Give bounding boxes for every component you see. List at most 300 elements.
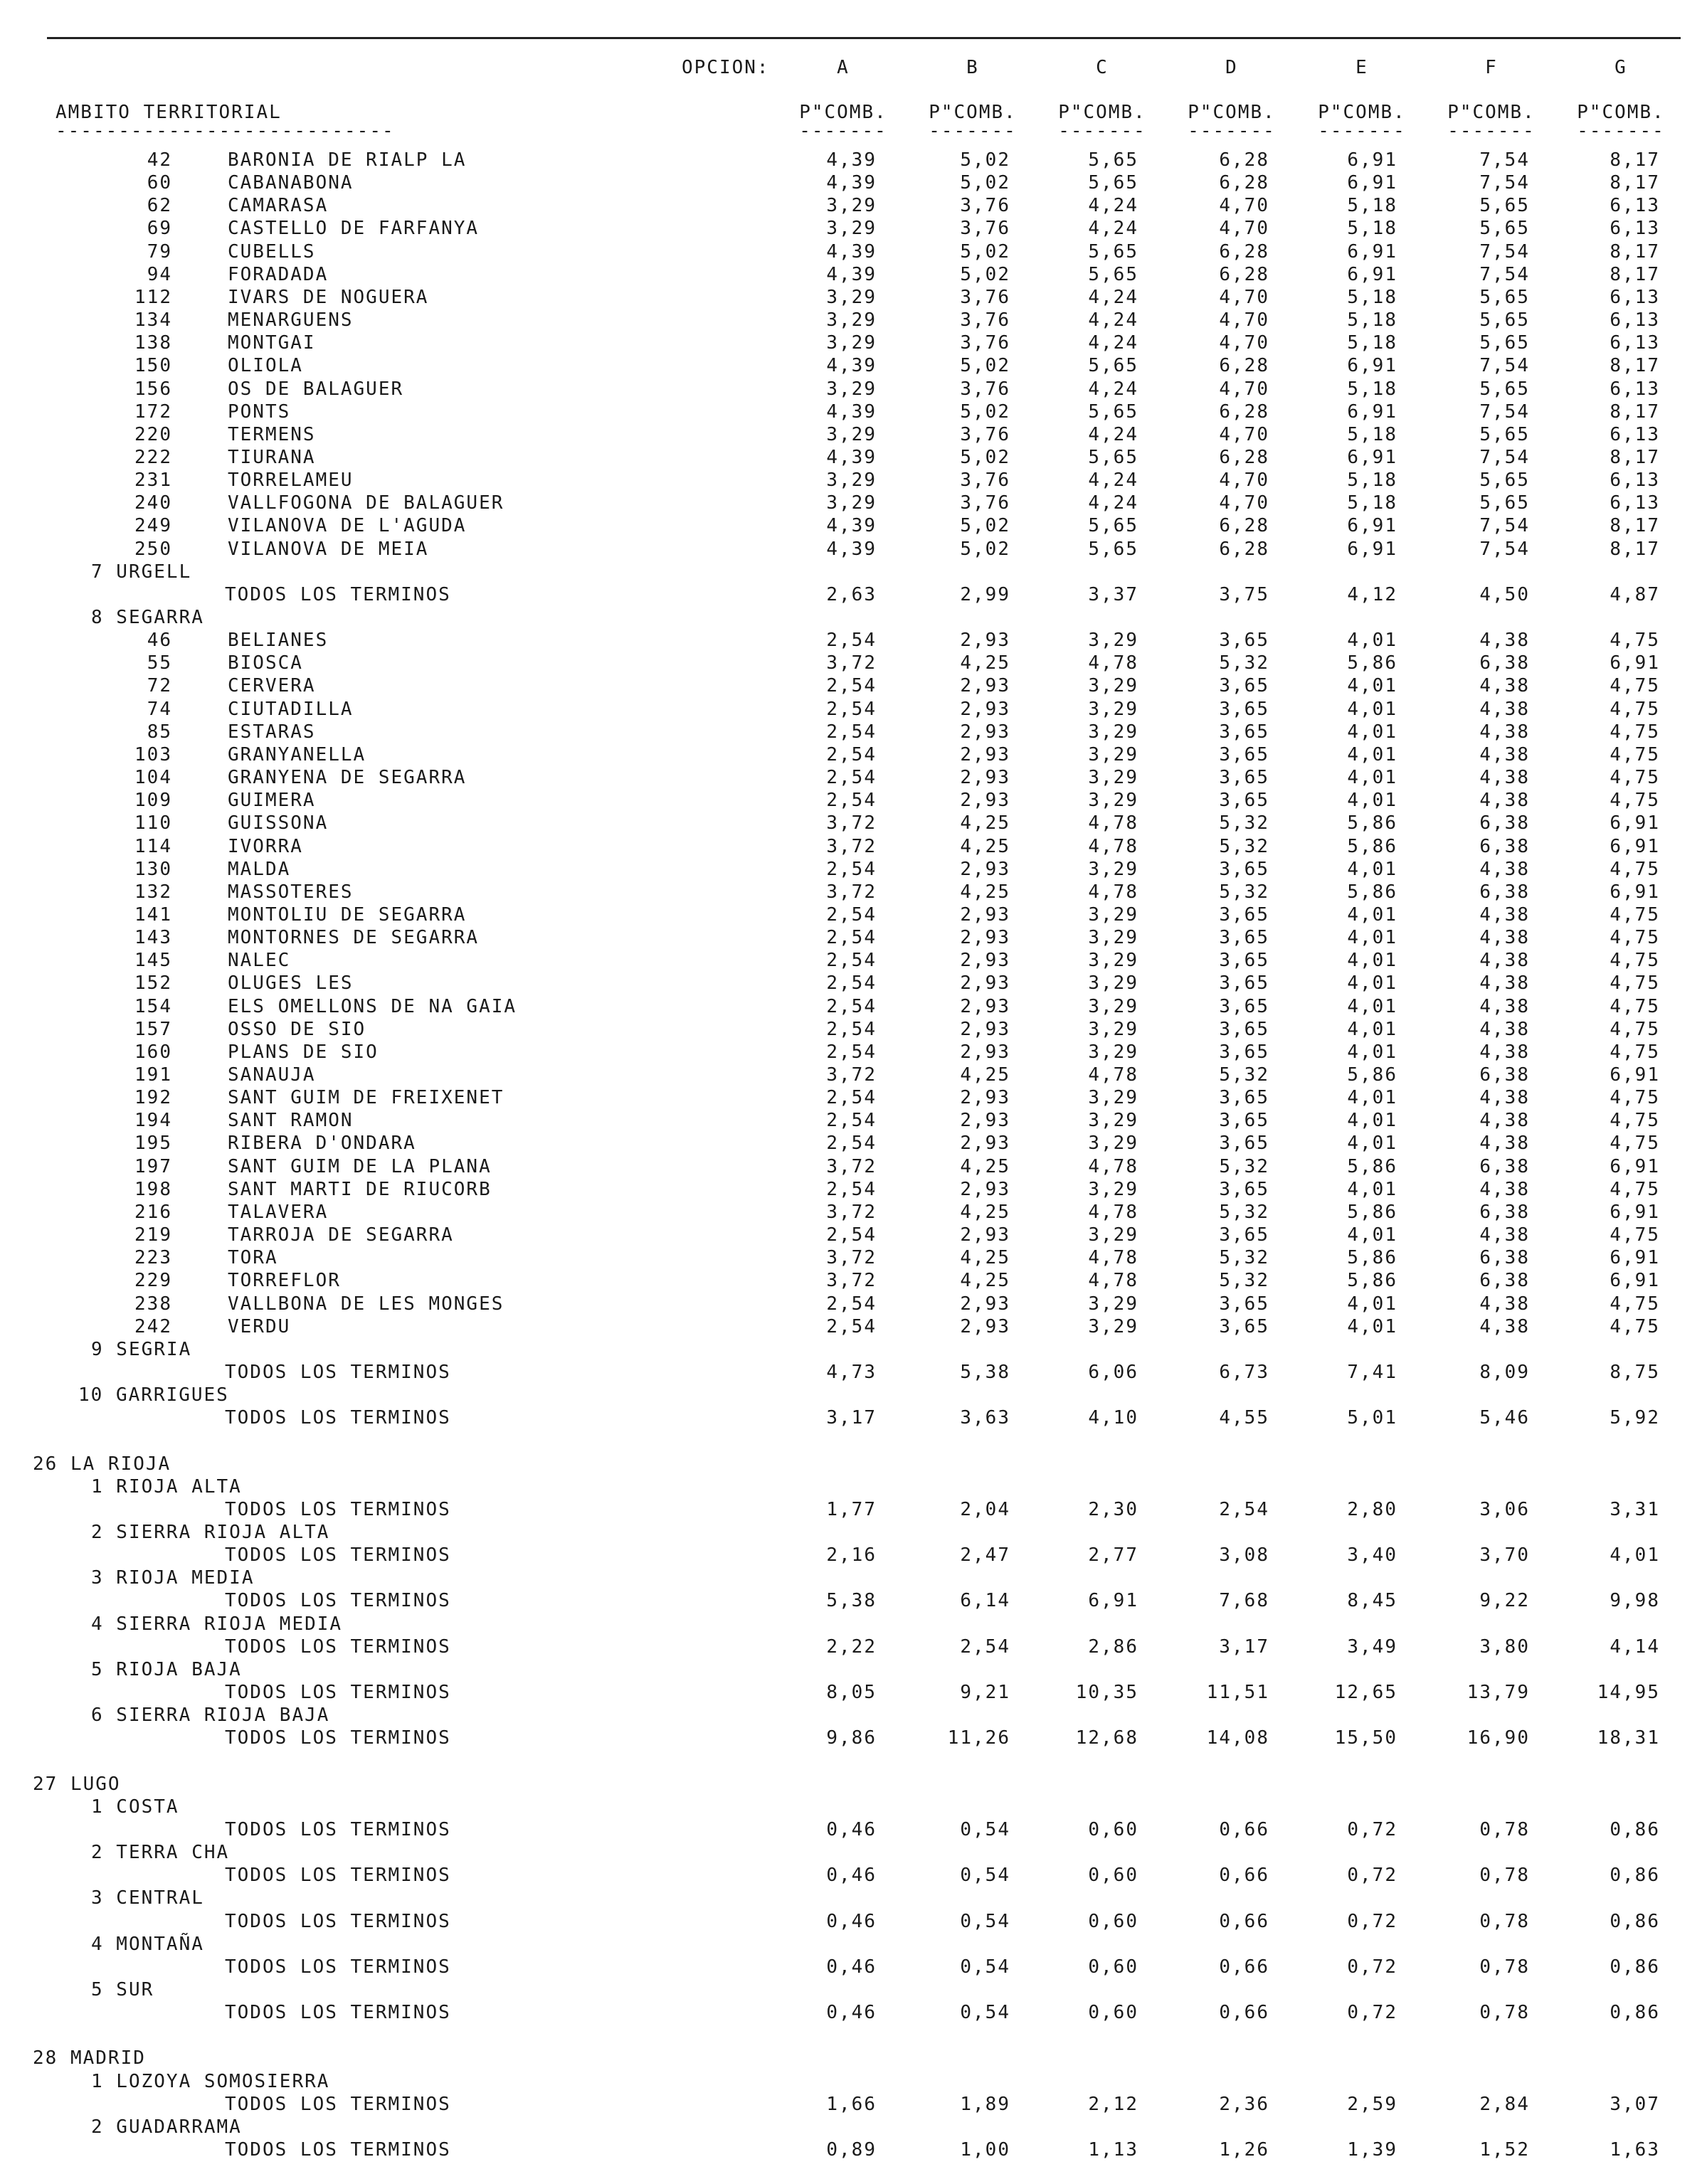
- value-option-f: 6,38: [1479, 1247, 1530, 1268]
- value-option-d: 3,65: [1219, 1179, 1269, 1200]
- value-option-b: 3,76: [960, 492, 1010, 514]
- value-option-e: 5,86: [1347, 1270, 1397, 1291]
- value-option-d: 1,26: [1219, 2139, 1269, 2161]
- value-option-b: 2,93: [960, 950, 1010, 971]
- value-option-c: 3,29: [1088, 859, 1138, 880]
- table-row: [0, 628, 1702, 652]
- municipality-code: 110: [134, 812, 172, 834]
- value-option-d: 4,70: [1219, 309, 1269, 331]
- table-row: [0, 285, 1702, 309]
- value-option-e: 2,59: [1347, 2094, 1397, 2115]
- value-option-e: 4,01: [1347, 721, 1397, 743]
- value-option-f: 4,38: [1479, 1041, 1530, 1063]
- value-option-c: 5,65: [1088, 264, 1138, 285]
- value-option-a: 2,54: [826, 996, 877, 1017]
- municipality-code: 62: [147, 195, 172, 216]
- value-option-g: 0,86: [1610, 1911, 1660, 1932]
- value-option-f: 0,78: [1479, 1956, 1530, 1978]
- value-option-g: 6,13: [1610, 195, 1660, 216]
- table-row: [0, 971, 1702, 995]
- value-option-e: 2,80: [1347, 1499, 1397, 1520]
- value-option-b: 2,93: [960, 1110, 1010, 1131]
- value-option-d: 3,65: [1219, 1087, 1269, 1108]
- value-option-a: 2,54: [826, 904, 877, 926]
- region-name: 10 GARRIGUES: [78, 1384, 229, 1406]
- value-option-e: 4,01: [1347, 675, 1397, 696]
- value-option-b: 2,93: [960, 1293, 1010, 1315]
- value-option-g: 6,91: [1610, 1156, 1660, 1177]
- column-label-f: P"COMB.: [1447, 102, 1536, 123]
- value-option-b: 5,02: [960, 355, 1010, 376]
- value-option-c: 4,78: [1088, 1247, 1138, 1268]
- value-option-b: 9,21: [960, 1682, 1010, 1703]
- value-option-e: 5,18: [1347, 424, 1397, 445]
- value-option-f: 4,38: [1479, 721, 1530, 743]
- value-option-f: 7,54: [1479, 401, 1530, 423]
- value-option-f: 5,65: [1479, 195, 1530, 216]
- value-option-g: 4,75: [1610, 1316, 1660, 1337]
- value-option-a: 3,29: [826, 492, 877, 514]
- value-option-b: 1,89: [960, 2094, 1010, 2115]
- value-option-a: 4,39: [826, 515, 877, 536]
- value-option-f: 16,90: [1466, 1727, 1530, 1749]
- value-option-g: 8,75: [1610, 1362, 1660, 1383]
- value-option-d: 6,28: [1219, 241, 1269, 263]
- value-option-d: 0,66: [1219, 1911, 1269, 1932]
- value-option-g: 4,75: [1610, 1133, 1660, 1154]
- column-underline-g: -------: [1577, 120, 1665, 142]
- municipality-name: TORA: [228, 1247, 278, 1268]
- value-option-e: 0,72: [1347, 1911, 1397, 1932]
- value-option-g: 6,13: [1610, 492, 1660, 514]
- value-option-f: 4,38: [1479, 1293, 1530, 1315]
- value-option-d: 3,65: [1219, 675, 1269, 696]
- value-option-e: 4,01: [1347, 1224, 1397, 1246]
- municipality-name: SANT GUIM DE FREIXENET: [228, 1087, 504, 1108]
- value-option-f: 5,65: [1479, 287, 1530, 308]
- value-option-b: 4,25: [960, 1247, 1010, 1268]
- value-option-d: 4,70: [1219, 424, 1269, 445]
- value-option-f: 7,54: [1479, 539, 1530, 560]
- municipality-code: 160: [134, 1041, 172, 1063]
- municipality-name: SANT RAMON: [228, 1110, 354, 1131]
- value-option-a: 3,29: [826, 424, 877, 445]
- value-option-b: 0,54: [960, 1819, 1010, 1840]
- value-option-b: 2,93: [960, 1041, 1010, 1063]
- column-label-d: P"COMB.: [1188, 102, 1276, 123]
- table-row: [0, 1108, 1702, 1133]
- municipality-name: SANAUJA: [228, 1064, 316, 1086]
- region-name: 3 CENTRAL: [91, 1887, 204, 1909]
- value-option-g: 4,75: [1610, 859, 1660, 880]
- value-option-a: 2,22: [826, 1636, 877, 1658]
- value-option-c: 0,60: [1088, 1911, 1138, 1932]
- municipality-name: VILANOVA DE L'AGUDA: [228, 515, 467, 536]
- value-option-g: 6,13: [1610, 424, 1660, 445]
- municipality-name: GUISSONA: [228, 812, 329, 834]
- value-option-g: 0,86: [1610, 1819, 1660, 1840]
- option-b-header: B: [966, 57, 979, 78]
- value-option-a: 2,54: [826, 630, 877, 651]
- value-option-c: 3,29: [1088, 1224, 1138, 1246]
- column-underline-d: -------: [1188, 120, 1276, 142]
- value-option-d: 3,65: [1219, 790, 1269, 811]
- region-name: 2 GUADARRAMA: [91, 2116, 242, 2138]
- value-option-f: 5,46: [1479, 1407, 1530, 1428]
- value-option-g: 4,75: [1610, 1087, 1660, 1108]
- value-option-d: 5,32: [1219, 1156, 1269, 1177]
- value-option-d: 4,70: [1219, 332, 1269, 354]
- value-option-f: 5,65: [1479, 378, 1530, 400]
- value-option-b: 11,26: [947, 1727, 1010, 1749]
- value-option-g: 8,17: [1610, 355, 1660, 376]
- value-option-f: 3,80: [1479, 1636, 1530, 1658]
- value-option-b: 5,38: [960, 1362, 1010, 1383]
- spacer: [0, 1749, 1702, 1774]
- value-option-c: 3,29: [1088, 904, 1138, 926]
- municipality-name: MONTORNES DE SEGARRA: [228, 927, 480, 948]
- territory-underline: ---------------------------: [56, 120, 395, 142]
- column-label-g: P"COMB.: [1577, 102, 1665, 123]
- total-label: TODOS LOS TERMINOS: [225, 584, 451, 605]
- value-option-b: 5,02: [960, 539, 1010, 560]
- municipality-code: 223: [134, 1247, 172, 1268]
- municipality-code: 74: [147, 699, 172, 720]
- table-row: [0, 1246, 1702, 1270]
- value-option-a: 3,29: [826, 218, 877, 239]
- value-option-e: 15,50: [1334, 1727, 1397, 1749]
- value-option-f: 5,65: [1479, 218, 1530, 239]
- total-label: TODOS LOS TERMINOS: [225, 1544, 451, 1566]
- option-a-header: A: [837, 57, 850, 78]
- value-option-d: 6,28: [1219, 515, 1269, 536]
- value-option-e: 3,40: [1347, 1544, 1397, 1566]
- value-option-b: 2,93: [960, 1179, 1010, 1200]
- value-option-g: 8,17: [1610, 172, 1660, 194]
- value-option-e: 5,18: [1347, 378, 1397, 400]
- region-heading: [0, 1475, 1702, 1499]
- value-option-a: 2,54: [826, 859, 877, 880]
- province-heading: [0, 2046, 1702, 2070]
- value-option-f: 7,54: [1479, 447, 1530, 468]
- table-row: [0, 1223, 1702, 1247]
- total-label: TODOS LOS TERMINOS: [225, 1590, 451, 1611]
- municipality-name: IVORRA: [228, 836, 303, 857]
- value-option-f: 6,38: [1479, 1202, 1530, 1223]
- value-option-c: 3,29: [1088, 744, 1138, 765]
- value-option-f: 7,54: [1479, 515, 1530, 536]
- value-option-d: 3,65: [1219, 767, 1269, 788]
- value-option-c: 3,29: [1088, 972, 1138, 994]
- value-option-a: 2,54: [826, 927, 877, 948]
- table-row: [0, 400, 1702, 424]
- value-option-e: 5,86: [1347, 1202, 1397, 1223]
- value-option-d: 4,70: [1219, 470, 1269, 491]
- value-option-c: 3,29: [1088, 1110, 1138, 1131]
- value-option-f: 7,54: [1479, 264, 1530, 285]
- value-option-g: 5,92: [1610, 1407, 1660, 1428]
- value-option-e: 6,91: [1347, 447, 1397, 468]
- value-option-a: 3,72: [826, 1156, 877, 1177]
- value-option-e: 4,12: [1347, 584, 1397, 605]
- value-option-f: 4,38: [1479, 767, 1530, 788]
- value-option-g: 4,75: [1610, 1019, 1660, 1040]
- table-row-total: [0, 1955, 1702, 1979]
- value-option-c: 4,78: [1088, 836, 1138, 857]
- value-option-a: 3,72: [826, 652, 877, 674]
- value-option-e: 3,49: [1347, 1636, 1397, 1658]
- value-option-d: 3,65: [1219, 972, 1269, 994]
- municipality-code: 143: [134, 927, 172, 948]
- value-option-f: 7,54: [1479, 172, 1530, 194]
- value-option-f: 4,38: [1479, 972, 1530, 994]
- value-option-e: 4,01: [1347, 630, 1397, 651]
- municipality-code: 150: [134, 355, 172, 376]
- value-option-e: 4,01: [1347, 1316, 1397, 1337]
- value-option-b: 2,93: [960, 927, 1010, 948]
- value-option-d: 6,28: [1219, 355, 1269, 376]
- table-row: [0, 1086, 1702, 1110]
- municipality-name: CABANABONA: [228, 172, 354, 194]
- municipality-name: TORRELAMEU: [228, 470, 354, 491]
- municipality-code: 198: [134, 1179, 172, 1200]
- value-option-a: 5,38: [826, 1590, 877, 1611]
- value-option-f: 6,38: [1479, 652, 1530, 674]
- value-option-g: 6,13: [1610, 332, 1660, 354]
- municipality-code: 130: [134, 859, 172, 880]
- value-option-g: 4,75: [1610, 972, 1660, 994]
- value-option-e: 6,91: [1347, 172, 1397, 194]
- value-option-d: 6,73: [1219, 1362, 1269, 1383]
- total-label: TODOS LOS TERMINOS: [225, 1362, 451, 1383]
- municipality-code: 216: [134, 1202, 172, 1223]
- value-option-c: 3,29: [1088, 1293, 1138, 1315]
- value-option-d: 3,65: [1219, 904, 1269, 926]
- region-name: 4 SIERRA RIOJA MEDIA: [91, 1613, 343, 1635]
- value-option-b: 2,93: [960, 1087, 1010, 1108]
- table-row-total: [0, 1543, 1702, 1567]
- region-name: 6 SIERRA RIOJA BAJA: [91, 1705, 330, 1726]
- value-option-b: 2,93: [960, 790, 1010, 811]
- table-row-total: [0, 1589, 1702, 1613]
- value-option-a: 3,72: [826, 1247, 877, 1268]
- value-option-d: 3,65: [1219, 1293, 1269, 1315]
- table-row: [0, 697, 1702, 721]
- value-option-d: 2,54: [1219, 1499, 1269, 1520]
- value-option-g: 4,14: [1610, 1636, 1660, 1658]
- value-option-d: 0,66: [1219, 1819, 1269, 1840]
- municipality-name: IVARS DE NOGUERA: [228, 287, 429, 308]
- value-option-g: 4,75: [1610, 744, 1660, 765]
- value-option-d: 3,65: [1219, 1019, 1269, 1040]
- municipality-name: CIUTADILLA: [228, 699, 354, 720]
- value-option-f: 6,38: [1479, 1156, 1530, 1177]
- value-option-e: 6,91: [1347, 241, 1397, 263]
- value-option-d: 3,65: [1219, 927, 1269, 948]
- value-option-a: 9,86: [826, 1727, 877, 1749]
- value-option-b: 5,02: [960, 149, 1010, 171]
- table-row-total: [0, 2000, 1702, 2025]
- table-row: [0, 1200, 1702, 1224]
- value-option-f: 4,38: [1479, 904, 1530, 926]
- value-option-b: 2,93: [960, 675, 1010, 696]
- column-underline-e: -------: [1318, 120, 1406, 142]
- value-option-d: 3,65: [1219, 630, 1269, 651]
- value-option-d: 5,32: [1219, 1247, 1269, 1268]
- value-option-a: 4,39: [826, 149, 877, 171]
- options-header: [0, 55, 1702, 80]
- value-option-g: 4,75: [1610, 950, 1660, 971]
- municipality-code: 114: [134, 836, 172, 857]
- column-label-c: P"COMB.: [1058, 102, 1146, 123]
- value-option-a: 1,77: [826, 1499, 877, 1520]
- value-option-f: 4,50: [1479, 584, 1530, 605]
- value-option-c: 2,12: [1088, 2094, 1138, 2115]
- value-option-c: 3,29: [1088, 996, 1138, 1017]
- region-heading: [0, 1566, 1702, 1590]
- municipality-name: CASTELLO DE FARFANYA: [228, 218, 480, 239]
- province-heading: [0, 1452, 1702, 1476]
- municipality-code: 219: [134, 1224, 172, 1246]
- value-option-a: 1,66: [826, 2094, 877, 2115]
- value-option-f: 4,38: [1479, 927, 1530, 948]
- value-option-d: 0,66: [1219, 1865, 1269, 1886]
- total-label: TODOS LOS TERMINOS: [225, 1727, 451, 1749]
- value-option-c: 4,78: [1088, 652, 1138, 674]
- value-option-a: 3,72: [826, 1064, 877, 1086]
- value-option-f: 9,22: [1479, 1590, 1530, 1611]
- table-row: [0, 788, 1702, 812]
- value-option-a: 4,39: [826, 447, 877, 468]
- value-option-a: 2,54: [826, 1224, 877, 1246]
- value-option-d: 5,32: [1219, 881, 1269, 903]
- table-row: [0, 377, 1702, 401]
- table-row: [0, 948, 1702, 972]
- region-name: 4 MONTAÑA: [91, 1934, 204, 1955]
- value-option-a: 3,72: [826, 836, 877, 857]
- value-option-f: 4,38: [1479, 630, 1530, 651]
- value-option-g: 4,75: [1610, 996, 1660, 1017]
- value-option-d: 6,28: [1219, 149, 1269, 171]
- value-option-f: 4,38: [1479, 744, 1530, 765]
- value-option-e: 6,91: [1347, 515, 1397, 536]
- value-option-e: 6,91: [1347, 264, 1397, 285]
- table-row: [0, 1017, 1702, 1041]
- value-option-f: 7,54: [1479, 355, 1530, 376]
- table-row: [0, 491, 1702, 515]
- value-option-g: 8,17: [1610, 515, 1660, 536]
- value-option-a: 3,29: [826, 470, 877, 491]
- value-option-a: 3,72: [826, 1270, 877, 1291]
- municipality-code: 145: [134, 950, 172, 971]
- value-option-c: 2,30: [1088, 1499, 1138, 1520]
- column-label-e: P"COMB.: [1318, 102, 1406, 123]
- value-option-a: 2,54: [826, 972, 877, 994]
- municipality-name: GUIMERA: [228, 790, 316, 811]
- municipality-name: CAMARASA: [228, 195, 329, 216]
- municipality-code: 249: [134, 515, 172, 536]
- region-name: 2 TERRA CHA: [91, 1842, 230, 1863]
- value-option-e: 5,18: [1347, 309, 1397, 331]
- municipality-code: 85: [147, 721, 172, 743]
- value-option-g: 4,75: [1610, 790, 1660, 811]
- value-option-a: 3,29: [826, 378, 877, 400]
- value-option-d: 6,28: [1219, 401, 1269, 423]
- value-option-d: 5,32: [1219, 836, 1269, 857]
- value-option-c: 6,91: [1088, 1590, 1138, 1611]
- value-option-a: 2,54: [826, 1019, 877, 1040]
- value-option-f: 6,38: [1479, 1270, 1530, 1291]
- value-option-b: 5,02: [960, 401, 1010, 423]
- value-option-g: 8,17: [1610, 447, 1660, 468]
- value-option-f: 7,54: [1479, 149, 1530, 171]
- value-option-g: 6,13: [1610, 287, 1660, 308]
- value-option-b: 6,14: [960, 1590, 1010, 1611]
- region-name: 3 RIOJA MEDIA: [91, 1567, 255, 1589]
- table-row: [0, 263, 1702, 287]
- value-option-c: 3,29: [1088, 1019, 1138, 1040]
- value-option-g: 4,75: [1610, 699, 1660, 720]
- region-heading: [0, 605, 1702, 630]
- municipality-name: GRANYENA DE SEGARRA: [228, 767, 467, 788]
- value-option-e: 1,39: [1347, 2139, 1397, 2161]
- value-option-d: 5,32: [1219, 1270, 1269, 1291]
- municipality-name: PONTS: [228, 401, 291, 423]
- column-underline-a: -------: [799, 120, 887, 142]
- municipality-name: NALEC: [228, 950, 291, 971]
- value-option-a: 4,39: [826, 401, 877, 423]
- value-option-f: 5,65: [1479, 492, 1530, 514]
- value-option-c: 4,24: [1088, 470, 1138, 491]
- value-option-a: 2,54: [826, 744, 877, 765]
- value-option-g: 6,91: [1610, 1064, 1660, 1086]
- municipality-name: VERDU: [228, 1316, 291, 1337]
- value-option-g: 8,17: [1610, 264, 1660, 285]
- value-option-d: 0,66: [1219, 2002, 1269, 2023]
- value-option-a: 0,46: [826, 2002, 877, 2023]
- value-option-e: 5,86: [1347, 836, 1397, 857]
- spacer: [0, 1428, 1702, 1453]
- municipality-name: TARROJA DE SEGARRA: [228, 1224, 454, 1246]
- value-option-a: 4,39: [826, 172, 877, 194]
- municipality-code: 55: [147, 652, 172, 674]
- table-row-total: [0, 2138, 1702, 2162]
- value-option-a: 2,54: [826, 767, 877, 788]
- value-option-c: 3,29: [1088, 699, 1138, 720]
- table-row-total: [0, 583, 1702, 607]
- value-option-d: 4,70: [1219, 218, 1269, 239]
- value-option-e: 4,01: [1347, 790, 1397, 811]
- value-option-e: 0,72: [1347, 1956, 1397, 1978]
- value-option-g: 9,98: [1610, 1590, 1660, 1611]
- value-option-b: 4,25: [960, 881, 1010, 903]
- municipality-code: 138: [134, 332, 172, 354]
- region-name: 5 RIOJA BAJA: [91, 1659, 242, 1680]
- value-option-b: 4,25: [960, 812, 1010, 834]
- value-option-d: 3,65: [1219, 1110, 1269, 1131]
- municipality-name: ELS OMELLONS DE NA GAIA: [228, 996, 517, 1017]
- table-row: [0, 720, 1702, 744]
- value-option-e: 5,86: [1347, 812, 1397, 834]
- column-underline-c: -------: [1058, 120, 1146, 142]
- municipality-name: VILANOVA DE MEIA: [228, 539, 429, 560]
- value-option-g: 3,31: [1610, 1499, 1660, 1520]
- value-option-a: 2,54: [826, 950, 877, 971]
- region-heading: [0, 1703, 1702, 1727]
- value-option-a: 4,73: [826, 1362, 877, 1383]
- value-option-f: 4,38: [1479, 1019, 1530, 1040]
- value-option-a: 2,54: [826, 675, 877, 696]
